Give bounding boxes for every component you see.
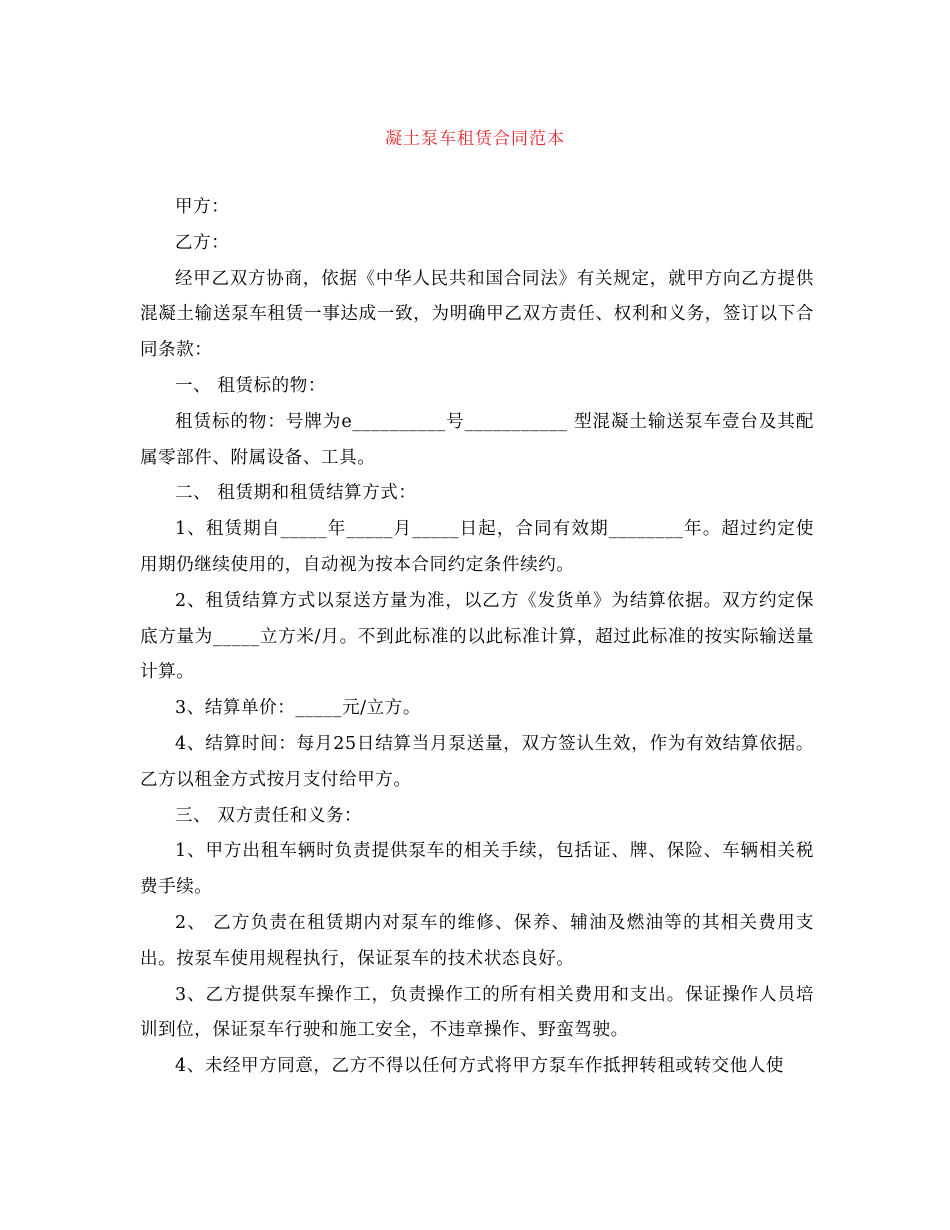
clause-2-2: 2、租赁结算方式以泵送方量为准，以乙方《发货单》为结算依据。双方约定保底方量为_____立方米/月。不到此标准的以此标准计算，超过此标准的按实际输送量计算。 (140, 590, 814, 683)
party-b-line: 乙方： (175, 232, 230, 253)
section-heading-2: 二、 租赁期和租赁结算方式： (175, 483, 417, 504)
clause-2-3: 3、结算单价：_____元/立方。 (175, 698, 421, 719)
preamble-paragraph: 经甲乙双方协商，依据《中华人民共和国合同法》有关规定，就甲方向乙方提供混凝土输送泵车租赁一事达成一致，为明确甲乙双方责任、权利和义务，签订以下合同条款： (140, 268, 814, 361)
document-title: 凝土泵车租赁合同范本 (385, 129, 565, 149)
document-body (140, 190, 814, 1085)
lease-object-paragraph: 租赁标的物：号牌为e__________号___________ 型混凝土输送泵车壹台及其配属零部件、附属设备、工具。 (140, 411, 814, 468)
section-heading-3: 三、 双方责任和义务： (175, 805, 363, 826)
clause-3-3: 3、乙方提供泵车操作工，负责操作工的所有相关费用和支出。保证操作人员培训到位，保证泵车行驶和施工安全，不违章操作、野蛮驾驶。 (140, 984, 814, 1041)
clause-3-2: 2、 乙方负责在租赁期内对泵车的维修、保养、辅油及燃油等的其相关费用支出。按泵车使用规程执行，保证泵车的技术状态良好。 (140, 912, 814, 969)
clause-3-1: 1、甲方出租车辆时负责提供泵车的相关手续，包括证、牌、保险、车辆相关税费手续。 (140, 841, 814, 898)
clause-2-1: 1、租赁期自_____年_____月_____日起，合同有效期________年。超过约定使用期仍继续使用的，自动视为按本合同约定条件续约。 (140, 519, 814, 575)
party-a-line: 甲方： (175, 197, 230, 217)
clause-2-4: 4、结算时间：每月25日结算当月泵送量，双方签认生效，作为有效结算依据。乙方以租金方式按月支付给甲方。 (140, 733, 814, 790)
clause-3-4: 4、未经甲方同意，乙方不得以任何方式将甲方泵车作抵押转租或转交他人使 (175, 1056, 785, 1077)
section-heading-1: 一、 租赁标的物： (175, 375, 326, 396)
